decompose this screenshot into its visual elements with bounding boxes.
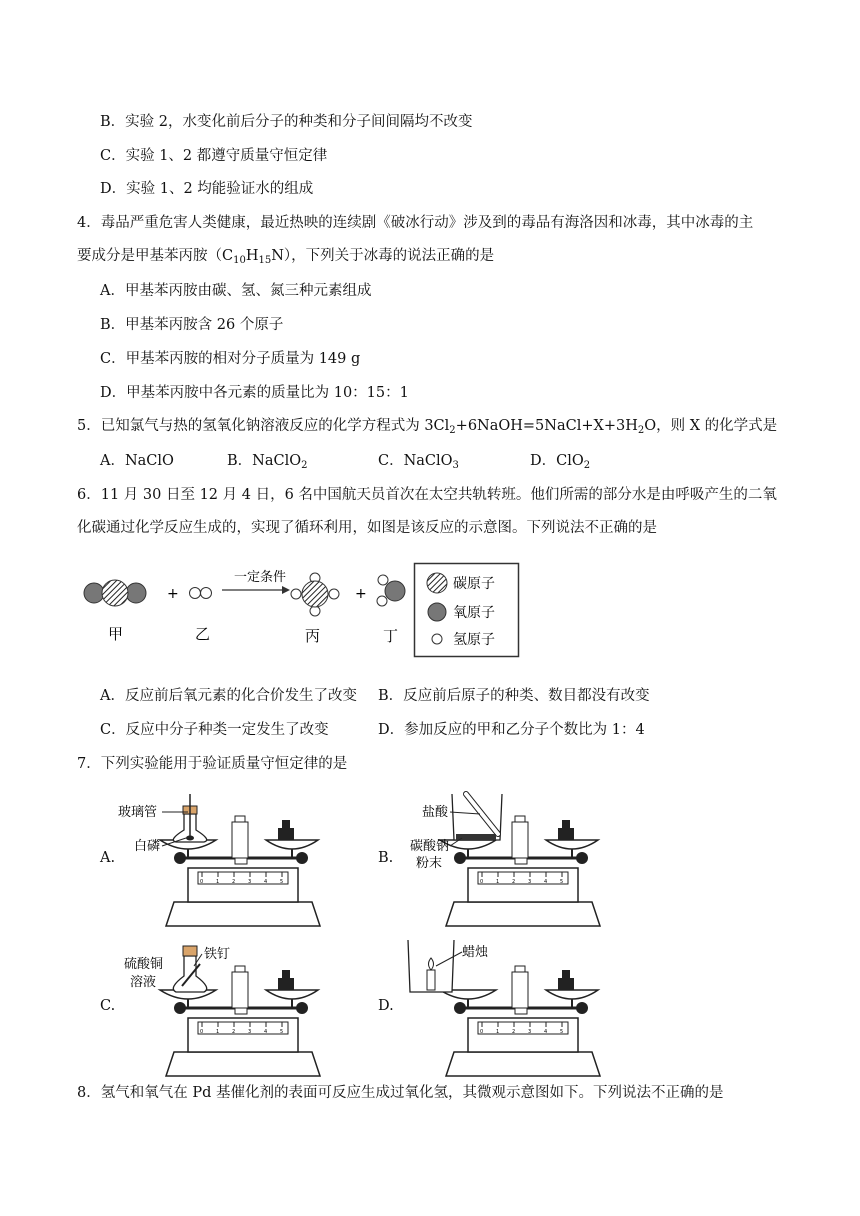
balance-d — [396, 930, 616, 1080]
label-iron-nail: 铁钉 — [204, 947, 231, 962]
q6-option-d: D．参加反应的甲和乙分子个数比为 1：4 — [378, 722, 645, 738]
ruler-tick-label: 3 — [248, 1029, 252, 1035]
balance-a — [116, 780, 336, 930]
label-sodium-carbonate-1: 碳酸钠 — [410, 839, 450, 854]
ruler-tick-label: 0 — [200, 1029, 204, 1035]
candle-icon — [427, 970, 435, 990]
ruler-tick-label: 5 — [280, 1029, 284, 1035]
q8-stem: 8．氢气和氧气在 Pd 基催化剂的表面可反应生成过氧化氢，其微观示意图如下。下列说法不正确的是 — [77, 1085, 724, 1101]
flask-icon — [173, 956, 206, 992]
plus-sign-2: + — [355, 586, 367, 602]
ruler-tick-label: 3 — [248, 879, 252, 885]
q7-option-c-label: C. — [100, 998, 116, 1014]
ruler-tick-label: 0 — [480, 1029, 484, 1035]
label-yi: 乙 — [195, 625, 211, 643]
ruler-tick-label: 2 — [232, 879, 236, 885]
q6-option-a: A．反应前后氧元素的化合价发生了改变 — [100, 688, 357, 704]
q6-stem-line1: 6．11 月 30 日至 12 月 4 日，6 名中国航天员首次在太空共轨转班。他们所需的部分水是由呼吸产生的二氧 — [77, 487, 777, 503]
q7-option-b-label: B. — [378, 850, 394, 866]
label-candle: 蜡烛 — [462, 945, 489, 960]
legend-carbon-icon — [427, 573, 447, 593]
balance-b — [396, 780, 616, 930]
q6-stem-line2: 化碳通过化学反应生成的，实现了循环利用，如图是该反应的示意图。下列说法不正确的是 — [77, 520, 657, 536]
ruler-tick-label: 1 — [496, 1029, 500, 1035]
flame-icon — [429, 958, 434, 970]
q3-option-c: C．实验 1、2 都遵守质量守恒定律 — [100, 148, 328, 164]
legend-carbon-label: 碳原子 — [453, 576, 495, 592]
q6-option-c: C．反应中分子种类一定发生了改变 — [100, 722, 329, 738]
ruler-tick-label: 5 — [280, 879, 284, 885]
q3-option-b: B．实验 2，水变化前后分子的种类和分子间间隔均不改变 — [100, 114, 473, 130]
ruler-tick-label: 5 — [560, 1029, 564, 1035]
q4-option-a: A．甲基苯丙胺由碳、氢、氮三种元素组成 — [100, 283, 372, 299]
ruler-tick-label: 0 — [480, 879, 484, 885]
label-hydrochloric-acid: 盐酸 — [422, 805, 449, 820]
legend-oxygen-label: 氧原子 — [453, 605, 495, 621]
label-copper-sulfate-1: 硫酸铜 — [124, 957, 164, 972]
ruler-tick-label: 3 — [528, 879, 532, 885]
ruler-tick-label: 1 — [216, 1029, 220, 1035]
q4-option-b: B．甲基苯丙胺含 26 个原子 — [100, 317, 284, 333]
label-bing: 丙 — [305, 627, 321, 645]
q4-stem-line1: 4．毒品严重危害人类健康，最近热映的连续剧《破冰行动》涉及到的毒品有海洛因和冰毒，其中冰毒的主 — [77, 215, 754, 231]
q7-option-d-label: D. — [378, 998, 394, 1014]
q4-option-d: D．甲基苯丙胺中各元素的质量比为 10：15：1 — [100, 385, 409, 401]
ruler-tick-label: 4 — [544, 1029, 548, 1035]
ruler-tick-label: 4 — [264, 1029, 268, 1035]
label-white-phosphorus: 白磷 — [134, 839, 161, 854]
q7-option-a-label: A. — [100, 850, 116, 866]
ruler-tick-label: 4 — [544, 879, 548, 885]
q6-option-b: B．反应前后原子的种类、数目都没有改变 — [378, 688, 650, 704]
reaction-condition: 一定条件 — [234, 570, 287, 585]
ruler-tick-label: 2 — [512, 879, 516, 885]
q5-option-b: B．NaClO$_2$ — [227, 453, 308, 471]
ruler-tick-label: 1 — [216, 879, 220, 885]
ruler-tick-label: 2 — [232, 1029, 236, 1035]
stopper-icon — [183, 946, 197, 956]
q5-option-a: A．NaClO — [100, 453, 174, 469]
q5-option-c: C．NaClO$_3$ — [378, 453, 459, 471]
reaction-diagram — [0, 555, 860, 665]
ruler-tick-label: 5 — [560, 879, 564, 885]
molecule-ding — [377, 575, 405, 606]
q4-option-c: C．甲基苯丙胺的相对分子质量为 149 g — [100, 351, 361, 367]
molecule-yi — [190, 588, 212, 599]
ruler-tick-label: 0 — [200, 879, 204, 885]
molecule-jia — [84, 580, 146, 606]
ruler-tick-label: 3 — [528, 1029, 532, 1035]
q4-stem-line2: 要成分是甲基苯丙胺$(C_{10}H_{15}N)$，下列关于冰毒的说法正确的是 — [77, 248, 495, 266]
legend-hydrogen-icon — [432, 634, 442, 644]
label-jia: 甲 — [108, 625, 124, 643]
q7-stem: 7．下列实验能用于验证质量守恒定律的是 — [77, 756, 348, 772]
plus-sign-1: + — [167, 586, 179, 602]
ruler-tick-label: 2 — [512, 1029, 516, 1035]
q5-option-d: D．ClO$_2$ — [530, 453, 591, 471]
q5-stem: 5．已知氯气与热的氢氧化钠溶液反应的化学方程式为 $3Cl_2+6NaOH=5NaCl+X+3H_2O$，则 X 的化学式是 — [77, 418, 778, 436]
ruler-tick-label: 1 — [496, 879, 500, 885]
molecule-bing — [291, 573, 339, 616]
label-ding: 丁 — [383, 627, 399, 645]
label-copper-sulfate-2: 溶液 — [130, 975, 157, 990]
legend-hydrogen-label: 氢原子 — [453, 632, 495, 648]
ruler-tick-label: 4 — [264, 879, 268, 885]
label-sodium-carbonate-2: 粉末 — [416, 856, 443, 871]
balance-c — [116, 930, 336, 1080]
q3-option-d: D．实验 1、2 均能验证水的组成 — [100, 181, 314, 197]
balance-base — [440, 966, 600, 1076]
legend-oxygen-icon — [428, 603, 446, 621]
label-glass-tube: 玻璃管 — [118, 805, 158, 820]
